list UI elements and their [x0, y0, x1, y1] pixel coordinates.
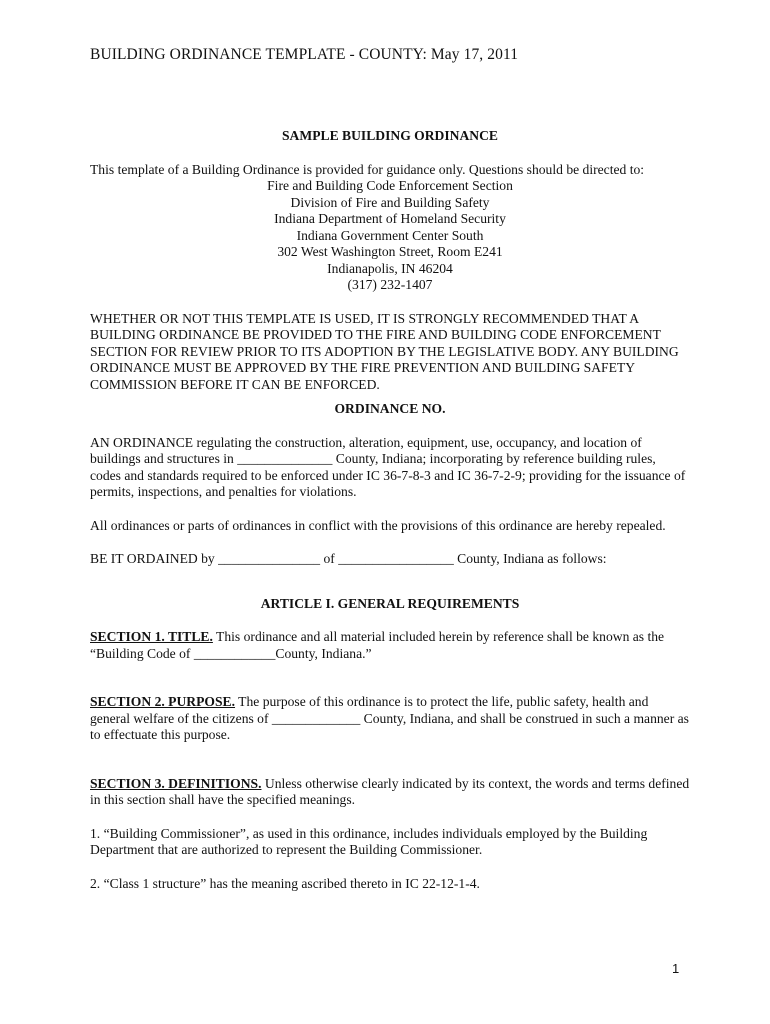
document-body: [90, 128, 690, 892]
section-2: [90, 694, 690, 744]
intro-paragraph: This template of a Building Ordinance is provided for guidance only. Questions should be directed to:: [90, 161, 645, 177]
repeal-paragraph: All ordinances or parts of ordinances in conflict with the provisions of this ordinance are hereby repealed.: [90, 517, 666, 533]
section-text: Unless otherwise clearly indicated by its context, the words and terms defined in this section shall have the specified meanings.: [90, 775, 690, 807]
section-heading: SECTION 2. PURPOSE.: [90, 694, 236, 709]
warning-paragraph: WHETHER OR NOT THIS TEMPLATE IS USED, IT IS STRONGLY RECOMMENDED THAT A BUILDING ORDINANCE BE PROVIDED TO THE FIRE AND BUILDING CODE ENFORCEMENT SECTION FOR REVIEW PRIOR TO ITS ADOPTION BY THE LEGISLATIVE BODY. ANY BUILDING ORDINANCE MUST BE APPROVED BY THE FIRE PREVENTION AND BUILDING SAFETY COMMISSION BEFORE IT CAN BE ENFORCED.: [90, 310, 679, 392]
article-heading: ARTICLE I. GENERAL REQUIREMENTS: [260, 595, 520, 611]
address-line: Indiana Department of Homeland Security: [274, 211, 506, 226]
section-heading: SECTION 1. TITLE.: [90, 629, 213, 644]
address-line: Indianapolis, IN 46204: [327, 260, 453, 276]
section-text: This ordinance and all material included herein by reference shall be known as the “Building Code of ____________County, Indiana.”: [90, 629, 665, 661]
section-1: [90, 629, 690, 662]
section-3: [90, 776, 690, 809]
ordained-paragraph: BE IT ORDAINED by _______________ of _________________ County, Indiana as follows:: [90, 551, 607, 566]
section-text: The purpose of this ordinance is to protect the life, public safety, health and general welfare of the citizens of _____________ County, Indiana, and shall be construed in such a manner as to effectuate this purpose.: [90, 694, 689, 742]
address-line: (317) 232-1407: [347, 277, 433, 292]
section-heading: SECTION 3. DEFINITIONS.: [90, 775, 262, 791]
address-line: 302 West Washington Street, Room E241: [277, 244, 503, 259]
ordinance-number: ORDINANCE NO.: [334, 401, 446, 416]
definition-item: 1. “Building Commissioner”, as used in this ordinance, includes individuals employed by the Building Department that are authorized to represent the Building Commissioner.: [90, 825, 648, 857]
address-line: Fire and Building Code Enforcement Section: [267, 178, 513, 193]
ordinance-text: AN ORDINANCE regulating the construction, alteration, equipment, use, occupancy, and location of buildings and structures in ______________ County, Indiana; incorporating by reference building rules, codes and standards required to be enforced under IC 36-7-8-3 and IC 36-7-2-9; providing for the issuance of permits, inspections, and penalties for violations.: [90, 434, 686, 499]
document-header: BUILDING ORDINANCE TEMPLATE - COUNTY: May 17, 2011: [90, 46, 519, 63]
address-line: Indiana Government Center South: [296, 227, 484, 243]
document-title: SAMPLE BUILDING ORDINANCE: [281, 128, 498, 143]
definition-item: 2. “Class 1 structure” has the meaning ascribed thereto in IC 22-12-1-4.: [90, 875, 480, 891]
contact-address: [90, 178, 690, 294]
address-line: Division of Fire and Building Safety: [290, 194, 490, 210]
page-number: 1: [672, 961, 680, 976]
